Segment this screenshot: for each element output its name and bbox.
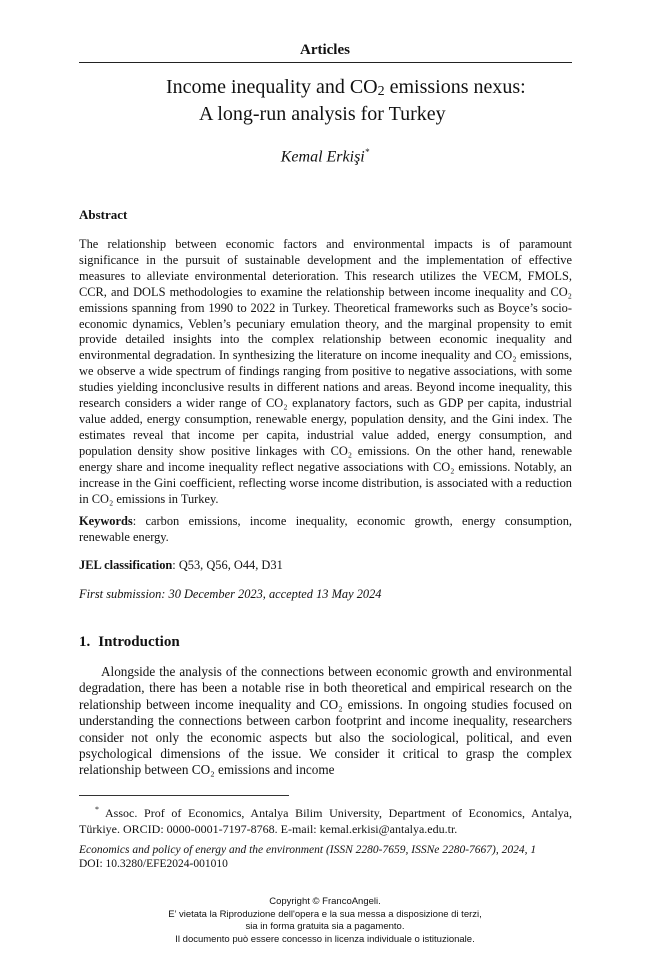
copyright-line-1: Copyright © FrancoAngeli. [269,896,381,907]
section-number: 1. [79,634,91,650]
abstract-text: The relationship between economic factors and environmental impacts is of paramount significance in the pursuit of sustainable development and the implementation of effective measures to alleviate environmental deterioration. This research utilizes the VECM, FMOLS, CCR, and DOLS methodologies to examine the relationship between income inequality and CO₂ emissions spanning from 1990 to 2022 in Turkey. Theoretical frameworks such as Boyce’s socio-economic dynamics, Veblen’s pecuniary emulation theory, and the marginal propensity to emit provide detailed insights into the complex relationship between economic inequality and environmental degradation. In synthesizing the literature on income inequality and CO₂ emissions, we observe a wide spectrum of findings ranging from positive to negative associations, with some studies yielding inconclusive results in different nations and areas. Beyond income inequality, this research considers a wider range of CO₂ explanatory factors, such as GDP per capita, industrial value added, energy consumption, renewable energy, population density, and the Gini index. The estimates reveal that income per capita, industrial value added, energy consumption, and population density show positive linkages with CO₂ emissions. On the other hand, renewable energy share and income inequality reflect negative associations with CO₂ emissions. Notably, an increase in the Gini coefficient, reflecting worse income distribution, is associated with a reduction in CO₂ emissions in Turkey. [79,237,572,506]
copyright-notice [0,896,650,946]
footnote [79,802,572,837]
journal-doi: DOI: 10.3280/EFE2024-001010 [79,858,228,870]
author-footnote-mark: * [364,147,370,157]
header-rule [79,62,572,63]
submission-dates: First submission: 30 December 2023, accepted 13 May 2024 [79,587,382,601]
title-subscript: 2 [377,84,385,100]
section-title: Introduction [98,634,180,650]
title-line-2: A long-run analysis for Turkey [199,103,446,126]
footnote-text: Assoc. Prof of Economics, Antalya Bilim University, Department of Economics, Antalya, Türkiye. ORCID: 0000-0001-7197-8768. E-mail: kemal.erkisi@antalya.edu.tr. [79,806,572,836]
journal-info [79,843,572,871]
keywords-label: Keywords [79,514,133,528]
article-title [150,76,570,126]
introduction-text: Alongside the analysis of the connections between economic growth and environmental degradation, there has been a notable rise in both theoretical and empirical research on the relationship between income inequality and CO₂ emissions. In ongoing studies focused on understanding the connections between carbon footprint and income inequality, researchers consider not only the economic aspects but also the sociological, political, and even psychological dimensions of the issue. We consider it critical to grasp the complex relationship between CO₂ emissions and income [79,664,572,778]
copyright-line-2: E’ vietata la Riproduzione dell'opera e la sua messa a disposizione di terzi, [168,908,482,920]
keywords [79,514,572,546]
author [0,147,650,166]
abstract-heading: Abstract [79,207,128,222]
title-line-1-pre: Income inequality and CO [166,76,378,98]
title-line-1 [150,76,570,103]
journal-citation: Economics and policy of energy and the environment (ISSN 2280-7659, ISSNe 2280-7667), 2024, 1 [79,844,537,856]
footnote-mark: * [95,805,99,814]
author-name: Kemal Erkişi [280,148,365,166]
keywords-text: : carbon emissions, income inequality, economic growth, energy consumption, renewable energy. [79,514,572,544]
jel-classification [79,558,572,574]
copyright-line-3: sia in forma gratuita sia a pagamento. [245,921,405,933]
introduction-heading [79,634,180,651]
footnote-rule [79,795,289,796]
jel-label: JEL classification [79,558,173,572]
copyright-line-4: Il documento può essere concesso in licenza individuale o istituzionale. [175,933,475,945]
section-label: Articles [300,42,350,58]
jel-text: : Q53, Q56, O44, D31 [172,558,283,572]
title-line-1-post: emissions nexus: [384,76,526,98]
